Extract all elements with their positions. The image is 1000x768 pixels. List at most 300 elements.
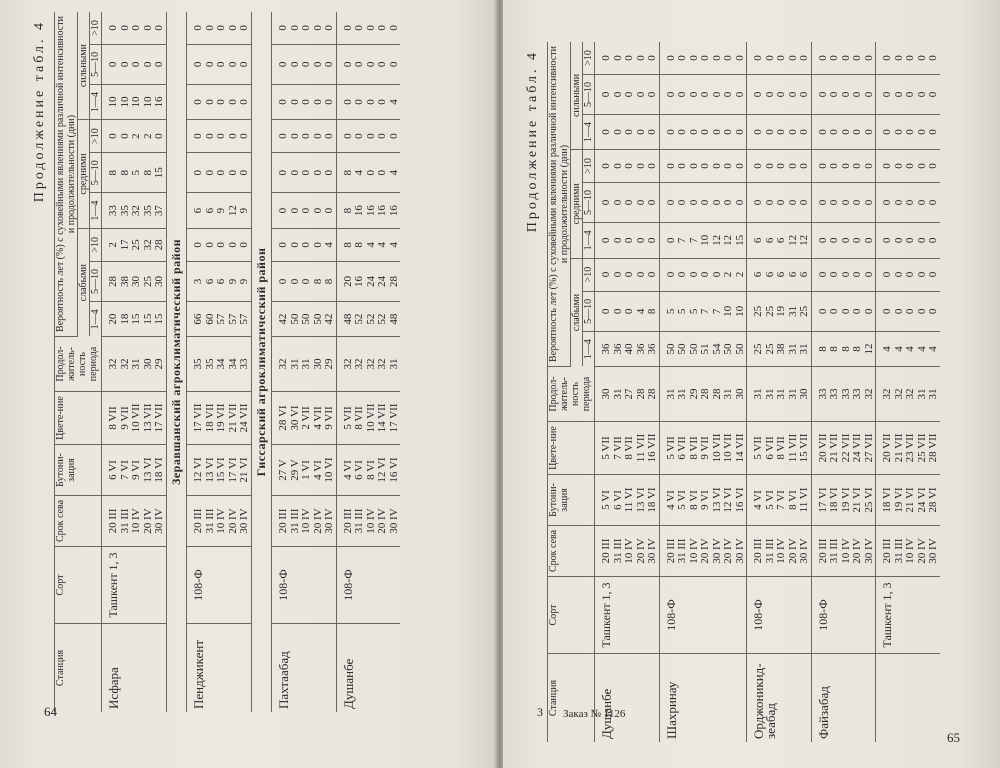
table-cell: 42 — [277, 313, 289, 325]
table-cell: 5 VII — [664, 436, 677, 460]
table-cell: 0 — [664, 129, 677, 135]
table-cell: 30 — [153, 275, 165, 287]
table-cell: 0 — [141, 61, 154, 68]
table-cell: 0 — [311, 242, 324, 248]
table-cell: 0 — [226, 25, 239, 31]
table-cell: 19 VII — [215, 403, 227, 433]
table-cell: 0 — [611, 55, 624, 61]
table-cell: 17 — [118, 239, 131, 251]
variety-name: 108-Ф — [747, 577, 812, 654]
table-cell: 10 VII — [710, 433, 723, 463]
table-cell: 21 VII — [226, 403, 239, 433]
table-cell: 12 — [226, 205, 239, 217]
table-cell: 30 IV — [798, 538, 810, 564]
table-cell: 29 — [153, 358, 165, 370]
hdr-weak: слабыми — [571, 258, 583, 366]
hdr-flowering: Цвете-ние — [55, 392, 102, 445]
table-cell: 15 — [153, 167, 165, 179]
table-cell: 0 — [752, 129, 764, 135]
table-cell: 10 IV — [687, 538, 700, 564]
table-cell: 31 — [288, 358, 301, 370]
table-cell: 32 — [376, 358, 388, 370]
table-cell: 18 VI — [646, 487, 658, 513]
region-heading-row — [166, 12, 187, 712]
table-cell: 27 — [623, 388, 635, 400]
column-values — [187, 445, 252, 496]
table-cell: 17 VII — [192, 403, 204, 433]
table-cell: 0 — [623, 55, 635, 61]
column-values — [102, 120, 167, 153]
table-cell: 0 — [611, 163, 624, 169]
table-cell: 0 — [687, 271, 700, 278]
column-values — [811, 526, 876, 577]
table-cell: 0 — [722, 163, 734, 169]
table-cell: 16 — [376, 205, 388, 217]
table-cell: 0 — [203, 242, 216, 248]
hdr-range-r3: >10 — [583, 149, 595, 182]
column-values — [747, 367, 812, 422]
table-cell: 21 VII — [892, 433, 905, 463]
table-cell: 4 — [915, 346, 928, 352]
right-table-body — [595, 42, 940, 742]
table-cell: 30 IV — [862, 538, 875, 564]
table-cell: 8 VII — [353, 406, 365, 430]
hdr-medium: средними — [571, 149, 583, 258]
table-cell: 0 — [238, 170, 250, 176]
table-cell: 4 VI — [341, 460, 354, 480]
table-cell: 0 — [611, 129, 624, 135]
table-cell: 0 — [600, 237, 612, 244]
table-cell: 0 — [881, 129, 893, 135]
table-cell: 6 — [763, 237, 776, 244]
table-cell: 30 VI — [288, 405, 301, 431]
table-cell: 0 — [311, 99, 324, 105]
table-cell: 0 — [646, 91, 658, 98]
column-values — [595, 332, 660, 367]
table-cell: 9 VI — [699, 490, 711, 510]
table-cell: 0 — [107, 25, 119, 31]
table-cell: 0 — [238, 133, 250, 139]
table-cell: 0 — [862, 55, 875, 61]
table-cell: 24 VII — [851, 433, 863, 463]
column-values — [876, 367, 940, 422]
column-values — [336, 153, 400, 193]
table-cell: 0 — [300, 61, 312, 68]
column-values — [187, 120, 252, 153]
column-values — [187, 84, 252, 119]
column-values — [187, 44, 252, 84]
table-cell: 0 — [687, 129, 700, 135]
table-cell: 4 VI — [311, 460, 324, 480]
variety-name: 108-Ф — [272, 547, 337, 624]
table-cell: 0 — [687, 91, 700, 98]
table-cell: 0 — [600, 91, 612, 98]
table-cell: 8 — [311, 278, 324, 285]
table-cell: 0 — [353, 61, 365, 68]
table-cell: 31 — [664, 388, 677, 400]
table-cell: 0 — [722, 91, 734, 98]
table-cell: 0 — [277, 61, 289, 68]
table-cell: 20 IV — [699, 538, 711, 564]
table-cell: 4 — [353, 170, 365, 176]
table-cell: 12 — [786, 234, 799, 246]
table-cell: 32 — [364, 358, 377, 370]
table-cell: 0 — [646, 129, 658, 135]
table-cell: 50 — [300, 313, 312, 325]
table-cell: 7 VI — [118, 460, 131, 480]
table-cell: 31 III — [763, 538, 776, 564]
table-cell: 6 — [775, 237, 787, 244]
table-cell: 31 — [786, 305, 799, 317]
table-cell: 0 — [288, 99, 301, 105]
region-heading: Зеравшанский агроклиматический район — [166, 12, 187, 712]
right-rotated-table — [521, 42, 971, 742]
table-cell: 6 VII — [763, 436, 776, 460]
table-cell: 0 — [323, 61, 335, 68]
table-cell: 20 III — [341, 508, 354, 534]
table-cell: 12 — [862, 343, 875, 355]
column-values — [336, 337, 400, 392]
table-cell: 5 — [687, 308, 700, 315]
table-row — [102, 12, 167, 712]
column-values — [187, 302, 252, 337]
table-cell: 0 — [892, 129, 905, 135]
table-cell: 0 — [192, 170, 204, 176]
table-cell: 8 VI — [786, 490, 799, 510]
table-cell: 0 — [600, 129, 612, 135]
table-cell: 7 VII — [611, 436, 624, 460]
table-cell: 0 — [851, 163, 863, 169]
station-name: Орджоникид-зеабад — [747, 654, 812, 743]
column-values — [187, 193, 252, 228]
table-cell: 0 — [816, 129, 829, 135]
table-cell: 0 — [786, 163, 799, 169]
table-cell: 0 — [881, 271, 893, 278]
hdr-range-r1: 1—4 — [583, 332, 595, 367]
table-cell: 0 — [892, 163, 905, 169]
table-cell: 0 — [130, 25, 142, 31]
table-cell: 30 IV — [323, 508, 335, 534]
table-cell: 25 VII — [915, 433, 928, 463]
table-cell: 13 VI — [141, 457, 154, 483]
column-values — [876, 74, 940, 114]
region-heading: Гиссарский агроклиматический район — [251, 12, 272, 712]
table-cell: 0 — [288, 25, 301, 31]
column-values — [336, 496, 400, 547]
table-cell: 0 — [634, 91, 647, 98]
column-values — [336, 12, 400, 44]
table-row — [595, 42, 660, 742]
order-number: Заказ № 1126 — [563, 708, 626, 720]
table-cell: 8 VII — [687, 436, 700, 460]
column-values — [336, 445, 400, 496]
table-cell: 33 — [851, 388, 863, 400]
table-cell: 0 — [786, 91, 799, 98]
table-cell: 0 — [323, 170, 335, 176]
table-cell: 0 — [277, 170, 289, 176]
table-cell: 28 — [634, 388, 647, 400]
table-cell: 0 — [600, 55, 612, 61]
table-cell: 0 — [763, 129, 776, 135]
table-cell: 0 — [828, 271, 840, 278]
table-cell: 23 VII — [904, 433, 916, 463]
hdr-range-r2: 5—10 — [90, 153, 102, 193]
table-cell: 33 — [839, 388, 852, 400]
table-cell: 0 — [881, 308, 893, 315]
table-cell: 0 — [353, 133, 365, 139]
table-cell: 32 — [130, 205, 142, 217]
table-cell: 0 — [904, 129, 916, 135]
table-cell: 0 — [215, 133, 227, 139]
column-values — [336, 120, 400, 153]
table-cell: 31 — [786, 388, 799, 400]
table-cell: 32 — [862, 388, 875, 400]
table-cell: 9 — [238, 207, 250, 214]
column-values — [659, 526, 747, 577]
table-cell: 2 — [130, 133, 142, 139]
table-cell: 27 V — [277, 459, 289, 481]
table-cell: 13 VII — [141, 403, 154, 433]
table-cell: 30 IV — [927, 538, 939, 564]
column-values — [811, 74, 876, 114]
table-cell: 31 — [387, 358, 400, 370]
hdr-range-r3: >10 — [583, 42, 595, 74]
table-cell: 6 — [752, 271, 764, 278]
table-cell: 18 VII — [203, 403, 216, 433]
column-values — [595, 475, 660, 526]
table-cell: 0 — [226, 133, 239, 139]
table-cell: 0 — [323, 133, 335, 139]
table-cell: 4 — [387, 99, 400, 105]
column-values — [811, 422, 876, 475]
table-cell: 0 — [676, 129, 688, 135]
table-cell: 0 — [387, 61, 400, 68]
table-cell: 0 — [646, 271, 658, 278]
signature-number: 3 — [537, 705, 543, 719]
table-cell: 8 VI — [364, 460, 377, 480]
table-cell: 0 — [699, 199, 711, 206]
table-cell: 29 — [323, 358, 335, 370]
table-cell: 7 — [699, 308, 711, 315]
table-cell: 0 — [676, 199, 688, 206]
table-cell: 0 — [881, 91, 893, 98]
table-cell: 10 IV — [839, 538, 852, 564]
table-cell: 0 — [927, 163, 939, 169]
table-cell: 10 — [699, 234, 711, 246]
column-values — [595, 74, 660, 114]
table-cell: 0 — [763, 91, 776, 98]
column-values — [595, 526, 660, 577]
column-values — [811, 332, 876, 367]
table-cell: 33 — [816, 388, 829, 400]
table-cell: 0 — [203, 99, 216, 105]
table-cell: 31 III — [288, 508, 301, 534]
table-cell: 20 III — [752, 538, 764, 564]
table-cell: 0 — [192, 133, 204, 139]
table-cell: 0 — [376, 133, 388, 139]
table-cell: 10 IV — [364, 508, 377, 534]
table-cell: 0 — [915, 237, 928, 244]
table-cell: 0 — [311, 133, 324, 139]
table-cell: 28 — [153, 239, 165, 251]
table-cell: 10 — [130, 96, 142, 108]
column-values — [659, 332, 747, 367]
table-cell: 30 — [130, 275, 142, 287]
hdr-range-r3: >10 — [583, 258, 595, 291]
table-cell: 0 — [904, 308, 916, 315]
table-cell: 4 VII — [311, 406, 324, 430]
table-cell: 25 — [763, 343, 776, 355]
table-cell: 0 — [927, 55, 939, 61]
table-cell: 0 — [892, 271, 905, 278]
table-cell: 52 — [353, 313, 365, 325]
table-cell: 0 — [600, 308, 612, 315]
table-cell: 0 — [664, 237, 677, 244]
table-cell: 6 — [192, 207, 204, 214]
table-cell: 0 — [277, 99, 289, 105]
table-cell: 0 — [611, 237, 624, 244]
variety-name: 108-Ф — [811, 577, 876, 654]
table-cell: 5 — [664, 308, 677, 315]
table-cell: 6 — [763, 271, 776, 278]
table-cell: 1 VI — [300, 460, 312, 480]
table-cell: 0 — [676, 91, 688, 98]
table-cell: 0 — [226, 170, 239, 176]
table-cell: 5 VI — [763, 490, 776, 510]
column-values — [272, 12, 337, 44]
table-cell: 0 — [851, 199, 863, 206]
table-cell: 0 — [646, 199, 658, 206]
table-cell: 6 — [798, 271, 810, 278]
column-values — [102, 337, 167, 392]
right-data-table — [547, 42, 940, 742]
table-cell: 0 — [775, 55, 787, 61]
table-cell: 50 — [687, 343, 700, 355]
hdr-medium: средними — [78, 120, 90, 229]
column-values — [336, 44, 400, 84]
hdr-weak: слабыми — [78, 228, 90, 336]
table-cell: 33 — [828, 388, 840, 400]
table-cell: 32 — [892, 388, 905, 400]
station-name: Пахтаабад — [272, 624, 337, 713]
column-values — [747, 183, 812, 223]
table-cell: 11 VI — [623, 487, 635, 513]
table-cell: 0 — [904, 271, 916, 278]
hdr-range-r1: 1—4 — [583, 223, 595, 258]
table-cell: 8 VI — [687, 490, 700, 510]
table-cell: 4 — [323, 242, 335, 248]
table-cell: 22 VII — [839, 433, 852, 463]
column-values — [747, 422, 812, 475]
table-cell: 36 — [611, 343, 624, 355]
table-cell: 25 — [752, 305, 764, 317]
column-values — [336, 193, 400, 228]
table-cell: 0 — [634, 163, 647, 169]
table-cell: 50 — [733, 343, 746, 355]
table-cell: 6 VII — [676, 436, 688, 460]
table-cell: 25 VI — [862, 487, 875, 513]
hdr-range-r2: 5—10 — [583, 74, 595, 114]
column-values — [876, 42, 940, 74]
column-values — [102, 392, 167, 445]
hdr-sowing: Срок сева — [548, 526, 595, 577]
table-cell: 13 VI — [634, 487, 647, 513]
column-values — [747, 223, 812, 258]
table-cell: 0 — [387, 25, 400, 31]
table-cell: 0 — [892, 199, 905, 206]
table-cell: 10 IV — [300, 508, 312, 534]
table-cell: 17 VI — [226, 457, 239, 483]
table-cell: 0 — [881, 199, 893, 206]
table-cell: 31 — [915, 388, 928, 400]
table-cell: 0 — [118, 25, 131, 31]
table-cell: 0 — [816, 237, 829, 244]
table-cell: 0 — [775, 163, 787, 169]
table-cell: 60 — [203, 313, 216, 325]
table-cell: 0 — [600, 199, 612, 206]
table-cell: 0 — [238, 99, 250, 105]
table-row — [811, 42, 876, 742]
table-row — [876, 42, 940, 742]
table-cell: 4 — [892, 346, 905, 352]
table-cell: 33 — [107, 205, 119, 217]
table-cell: 0 — [192, 242, 204, 248]
table-cell: 8 — [341, 242, 354, 248]
table-cell: 0 — [288, 242, 301, 248]
column-values — [811, 475, 876, 526]
column-values — [811, 149, 876, 182]
table-cell: 16 VI — [387, 457, 400, 483]
table-cell: 0 — [763, 163, 776, 169]
left-table-caption: Продолжение табл. 4 — [32, 20, 47, 203]
table-cell: 0 — [710, 199, 723, 206]
table-cell: 24 — [364, 275, 377, 287]
table-cell: 24 VII — [238, 403, 250, 433]
column-values — [747, 114, 812, 149]
region-heading-row — [251, 12, 272, 712]
hdr-range-r3: >10 — [90, 12, 102, 44]
table-cell: 30 IV — [153, 508, 165, 534]
table-cell: 24 VI — [915, 487, 928, 513]
table-cell: 0 — [851, 129, 863, 135]
table-cell: 0 — [862, 91, 875, 98]
column-values — [102, 193, 167, 228]
table-cell: 0 — [192, 61, 204, 68]
table-cell: 31 — [775, 388, 787, 400]
table-cell: 0 — [915, 55, 928, 61]
table-cell: 6 — [786, 271, 799, 278]
table-cell: 0 — [323, 207, 335, 214]
column-values — [747, 258, 812, 291]
table-cell: 28 VI — [277, 405, 289, 431]
table-cell: 50 — [676, 343, 688, 355]
column-values — [747, 74, 812, 114]
column-values — [659, 422, 747, 475]
table-cell: 0 — [634, 199, 647, 206]
column-values — [811, 258, 876, 291]
hdr-variety: Сорт — [55, 547, 102, 624]
table-cell: 28 VI — [927, 487, 939, 513]
table-cell: 0 — [238, 61, 250, 68]
column-values — [595, 422, 660, 475]
column-values — [876, 183, 940, 223]
left-rotated-table — [28, 12, 478, 712]
table-cell: 31 — [676, 388, 688, 400]
column-values — [102, 44, 167, 84]
table-cell: 0 — [775, 91, 787, 98]
table-cell: 0 — [611, 199, 624, 206]
table-cell: 0 — [611, 308, 624, 315]
